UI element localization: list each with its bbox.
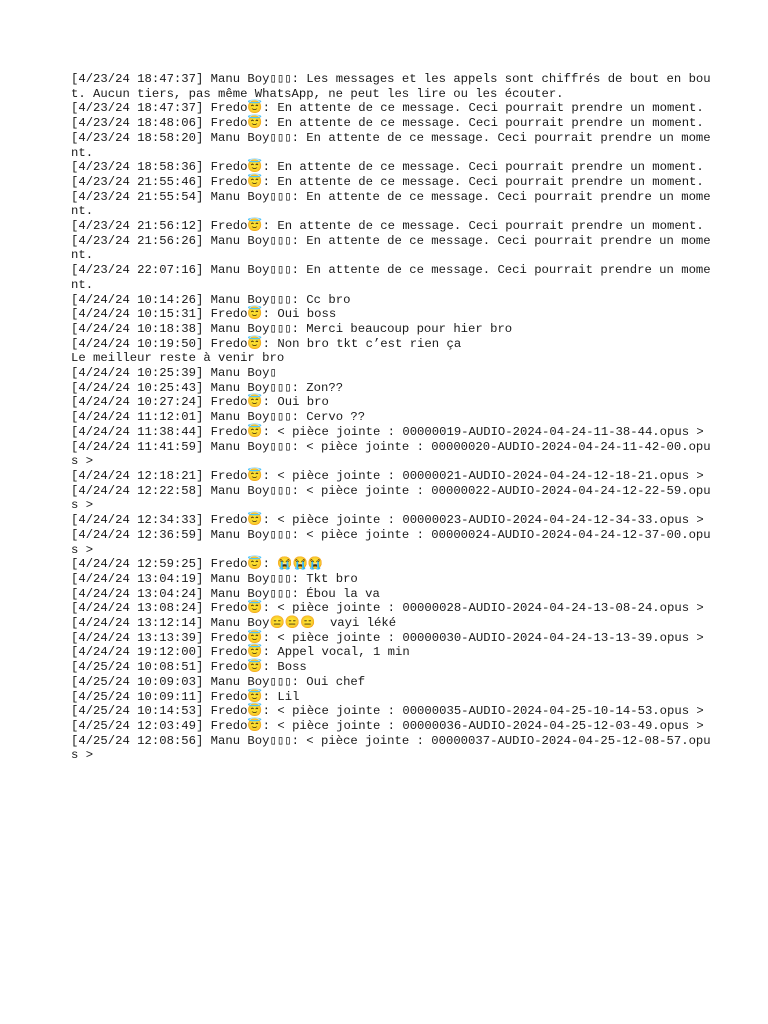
chat-message: [4/24/24 10:18:38] Manu Boy▯▯▯: Merci beaucoup pour hier bro — [71, 321, 513, 336]
chat-log — [71, 72, 711, 763]
chat-message: [4/23/24 22:07:16] Manu Boy▯▯▯: En attente de ce message. Ceci pourrait prendre un moment. — [71, 263, 711, 292]
chat-message: [4/24/24 10:15:31] Fredo😇: Oui boss — [71, 307, 337, 322]
chat-message: [4/25/24 12:03:49] Fredo😇: < pièce jointe : 00000036-AUDIO-2024-04-25-12-03-49.opus > — [71, 718, 704, 733]
chat-message: [4/25/24 12:08:56] Manu Boy▯▯▯: < pièce jointe : 00000037-AUDIO-2024-04-25-12-08-57.opus > — [71, 733, 711, 763]
chat-message: [4/24/24 12:18:21] Fredo😇: < pièce jointe : 00000021-AUDIO-2024-04-24-12-18-21.opus > — [71, 468, 704, 483]
chat-message: [4/24/24 13:08:24] Fredo😇: < pièce jointe : 00000028-AUDIO-2024-04-24-13-08-24.opus > — [71, 601, 704, 616]
chat-message: [4/23/24 18:58:36] Fredo😇: En attente de ce message. Ceci pourrait prendre un moment. — [71, 160, 704, 175]
chat-message: [4/24/24 13:04:19] Manu Boy▯▯▯: Tkt bro — [71, 571, 358, 586]
chat-message: [4/23/24 21:56:12] Fredo😇: En attente de ce message. Ceci pourrait prendre un moment. — [71, 219, 704, 234]
chat-message: [4/24/24 13:13:39] Fredo😇: < pièce jointe : 00000030-AUDIO-2024-04-24-13-13-39.opus > — [71, 630, 704, 645]
chat-message: [4/24/24 12:59:25] Fredo😇: 😭😭😭 — [71, 557, 324, 572]
chat-message: [4/23/24 21:55:54] Manu Boy▯▯▯: En attente de ce message. Ceci pourrait prendre un moment. — [71, 189, 711, 219]
chat-message: [4/24/24 12:34:33] Fredo😇: < pièce jointe : 00000023-AUDIO-2024-04-24-12-34-33.opus > — [71, 513, 704, 528]
chat-message: [4/23/24 18:48:06] Fredo😇: En attente de ce message. Ceci pourrait prendre un moment. — [71, 116, 704, 131]
chat-message: [4/24/24 10:19:50] Fredo😇: Non bro tkt c’est rien ça Le meilleur reste à venir bro — [71, 336, 462, 366]
chat-message: [4/24/24 10:14:26] Manu Boy▯▯▯: Cc bro — [71, 292, 351, 307]
chat-message: [4/23/24 18:47:37] Fredo😇: En attente de ce message. Ceci pourrait prendre un moment. — [71, 101, 704, 116]
chat-message: [4/24/24 12:22:58] Manu Boy▯▯▯: < pièce jointe : 00000022-AUDIO-2024-04-24-12-22-59.opus > — [71, 483, 711, 513]
chat-message: [4/24/24 10:25:39] Manu Boy▯ — [71, 366, 277, 381]
chat-message: [4/24/24 10:25:43] Manu Boy▯▯▯: Zon?? — [71, 380, 344, 395]
chat-message: [4/24/24 10:27:24] Fredo😇: Oui bro — [71, 395, 329, 410]
chat-message: [4/24/24 11:41:59] Manu Boy▯▯▯: < pièce jointe : 00000020-AUDIO-2024-04-24-11-42-00.opus > — [71, 439, 711, 469]
chat-message: [4/24/24 13:12:14] Manu Boy😑😑😑 vayi léké — [71, 616, 397, 631]
chat-message: [4/25/24 10:09:03] Manu Boy▯▯▯: Oui chef — [71, 674, 366, 689]
chat-message: [4/23/24 21:55:46] Fredo😇: En attente de ce message. Ceci pourrait prendre un moment. — [71, 174, 704, 189]
chat-message: [4/24/24 19:12:00] Fredo😇: Appel vocal, 1 min — [71, 645, 410, 660]
chat-message: [4/23/24 18:58:20] Manu Boy▯▯▯: En attente de ce message. Ceci pourrait prendre un moment. — [71, 130, 711, 160]
chat-message: [4/25/24 10:08:51] Fredo😇: Boss — [71, 660, 307, 675]
chat-message: [4/24/24 11:12:01] Manu Boy▯▯▯: Cervo ?? — [71, 410, 366, 425]
chat-message: [4/23/24 18:47:37] Manu Boy▯▯▯: Les messages et les appels sont chiffrés de bout en bout. Aucun tiers, pas même WhatsApp, ne peut les lire ou les écouter. — [71, 72, 711, 101]
chat-message: [4/23/24 21:56:26] Manu Boy▯▯▯: En attente de ce message. Ceci pourrait prendre un moment. — [71, 233, 711, 263]
chat-message: [4/25/24 10:14:53] Fredo😇: < pièce jointe : 00000035-AUDIO-2024-04-25-10-14-53.opus > — [71, 704, 704, 719]
chat-message: [4/24/24 12:36:59] Manu Boy▯▯▯: < pièce jointe : 00000024-AUDIO-2024-04-24-12-37-00.opus > — [71, 527, 711, 557]
chat-message: [4/25/24 10:09:11] Fredo😇: Lil — [71, 689, 300, 704]
chat-message: [4/24/24 13:04:24] Manu Boy▯▯▯: Ébou la va — [71, 586, 380, 601]
chat-message: [4/24/24 11:38:44] Fredo😇: < pièce jointe : 00000019-AUDIO-2024-04-24-11-38-44.opus > — [71, 424, 704, 439]
